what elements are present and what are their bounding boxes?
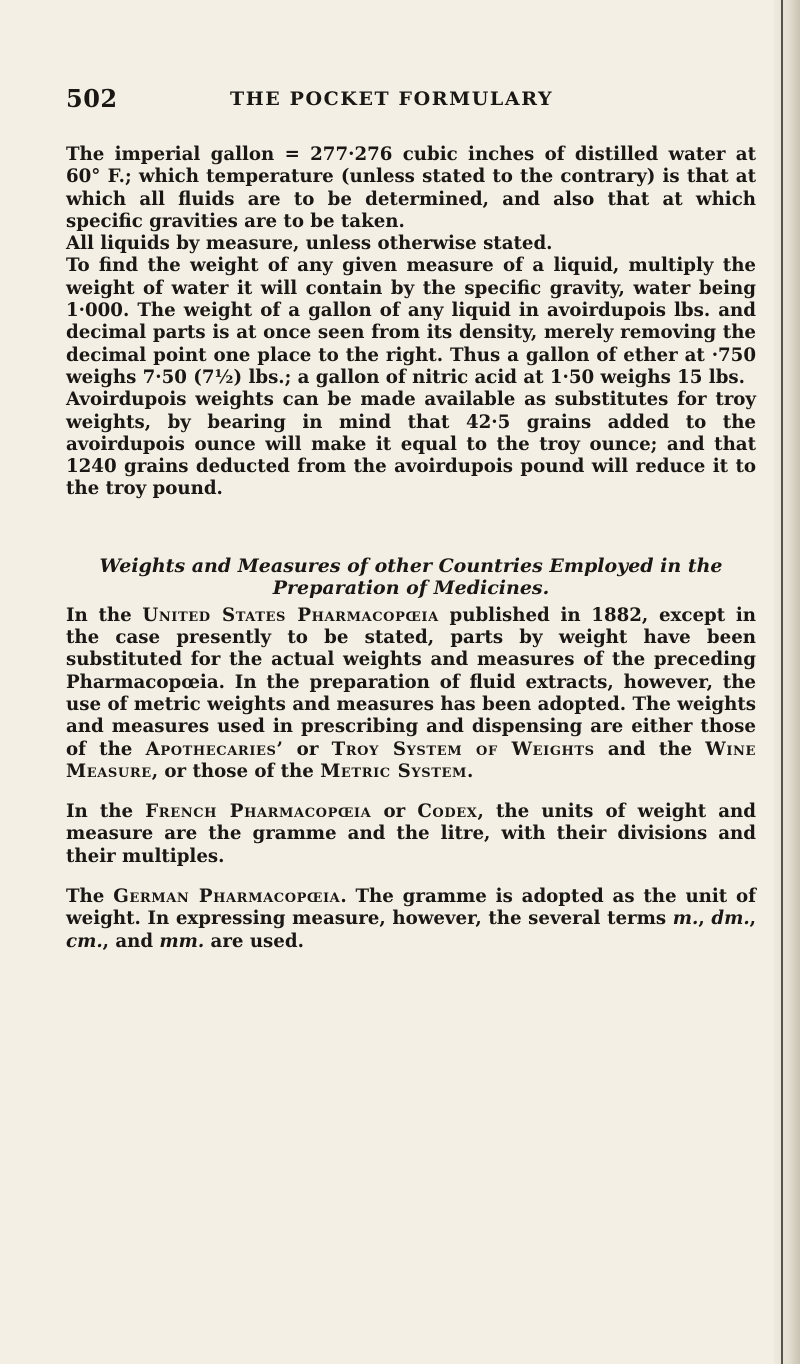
paragraph-german <box>66 886 756 953</box>
troy-system-term: Troy System of Weights <box>331 738 595 760</box>
german-sep-3: , and <box>102 930 160 952</box>
unit-m: m. <box>672 908 699 930</box>
us-text-e: . <box>467 760 474 782</box>
paragraph-french <box>66 801 756 868</box>
page-header <box>66 84 756 116</box>
page-edge <box>774 0 800 1364</box>
paragraph-united-states <box>66 605 756 783</box>
section-spacer <box>66 501 756 555</box>
unit-dm: dm. <box>711 908 750 930</box>
us-lead-in: In the <box>66 604 143 626</box>
french-pharmacopoeia-name: French Pharmacopœia <box>145 801 372 823</box>
us-text-d: , or those of the <box>151 760 321 782</box>
paragraph-spacer <box>66 783 756 801</box>
paragraph-liquids-by-measure: All liquids by measure, unless otherwise stated. <box>66 233 553 255</box>
running-title: THE POCKET FORMULARY <box>230 88 554 110</box>
us-text-b: or <box>283 738 332 760</box>
french-text-a: or <box>371 801 418 823</box>
us-text-c: and the <box>594 738 706 760</box>
us-text-a: published in 1882, except in the case presently to be stated, parts by weight have been substituted for the actual weights and measures of the preceding Pharmacopœia. In the preparation of fluid extracts, however, the use of metric weights and measures has been adopted. The weights and measures used in prescribing and dispensing are either those of the <box>66 604 756 760</box>
paragraph-imperial-gallon: The imperial gallon = 277·276 cubic inches of distilled water at 60° F.; which temperature (unless stated to the contrary) is that at which all fluids are to be determined, and also that at which specific gravities are to be taken. <box>66 144 756 232</box>
codex-term: Codex <box>417 801 478 823</box>
page-body <box>66 144 756 953</box>
german-pharmacopoeia-name: German Pharmacopœia <box>113 886 341 908</box>
unit-mm: mm. <box>159 930 205 952</box>
french-lead-in: In the <box>66 801 146 823</box>
apothecaries-term: Apothecaries’ <box>145 738 284 760</box>
german-text-b: are used. <box>204 930 304 952</box>
german-lead-in: The <box>66 886 114 908</box>
french-text-b: , the units of weight and measure are the gramme and the litre, with their divisions and their multiples. <box>66 801 756 867</box>
paragraph-weight-of-liquid: To find the weight of any given measure of a liquid, multiply the weight of water it will contain by the specific gravity, water being 1·000. The weight of a gallon of any liquid in avoirdupois lbs. and decimal parts is at once seen from its density, merely removing the decimal point one place to the right. Thus a gallon of ether at ·750 weighs 7·50 (7½) lbs.; a gallon of nitric acid at 1·50 weighs 15 lbs. <box>66 255 756 388</box>
metric-system-term: Metric System <box>320 760 468 782</box>
wine-measure-term: Wine Measure <box>66 738 756 782</box>
us-pharmacopoeia-name: United States Pharmacopœia <box>142 604 439 626</box>
german-sep-2: , <box>749 908 756 930</box>
paragraph-spacer <box>66 868 756 886</box>
section-heading: Weights and Measures of other Countries Employed in the Preparation of Medicines. <box>99 554 723 599</box>
unit-cm: cm. <box>66 930 103 952</box>
german-text-a: . The gramme is adopted as the unit of weight. In expressing measure, however, the several terms <box>66 886 757 930</box>
page-number: 502 <box>66 84 118 113</box>
paragraph-avoirdupois-substitutes: Avoirdupois weights can be made available as substitutes for troy weights, by bearing in mind that 42·5 grains added to the avoirdupois ounce will make it equal to the troy ounce; and that 1240 grains deducted from the avoirdupois pound will reduce it to the troy pound. <box>66 389 756 500</box>
german-sep-1: , <box>698 908 712 930</box>
